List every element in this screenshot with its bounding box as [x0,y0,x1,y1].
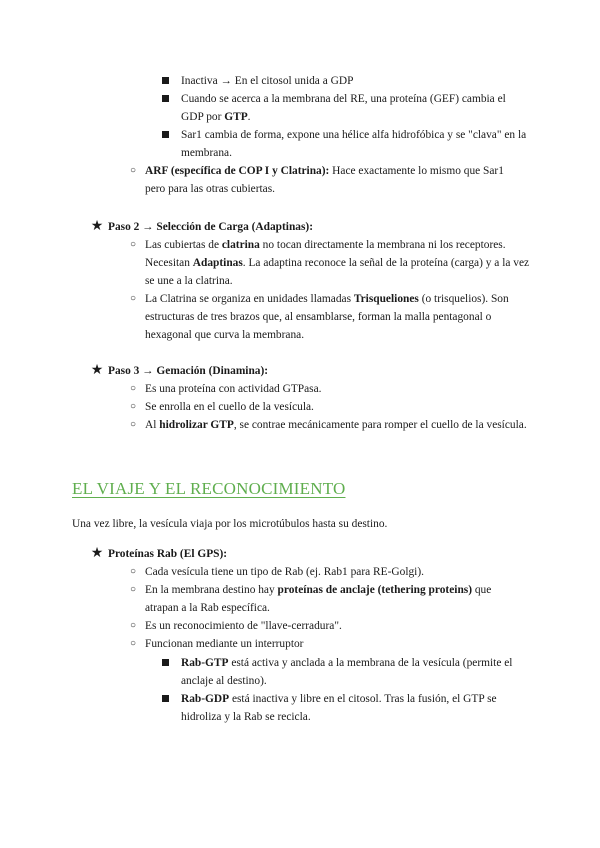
list-item: En la membrana destino hay proteínas de anclaje (tethering proteins) que [145,584,492,596]
list-item-continuation: hidroliza y la Rab se recicla. [181,711,311,723]
list-item: Al hidrolizar GTP, se contrae mecánicamente para romper el cuello de la vesícula. [145,419,527,431]
square-bullet-icon [162,654,170,672]
circle-bullet-icon: ○ [129,293,137,304]
circle-bullet-icon: ○ [129,638,137,649]
star-bullet-icon: ★ [90,363,104,378]
list-item: Funcionan mediante un interruptor [145,638,304,650]
list-item-continuation: Necesitan Adaptinas. La adaptina reconoce la señal de la proteína (carga) y a la vez [145,257,530,269]
square-bullet-icon [162,72,170,90]
list-item-continuation: membrana. [181,147,232,159]
list-item-continuation: GDP por GTP. [181,111,251,123]
list-item: Sar1 cambia de forma, expone una hélice alfa hidrofóbica y se "clava" en la [181,129,527,141]
paso3-title: Paso 3 → Gemación (Dinamina): [108,365,269,377]
star-bullet-icon: ★ [90,546,104,561]
list-item-continuation: atrapan a la Rab específica. [145,602,270,614]
circle-bullet-icon: ○ [129,383,137,394]
circle-bullet-icon: ○ [129,566,137,577]
list-item: La Clatrina se organiza en unidades llamadas Trisqueliones (o trisquelios). Son [145,293,509,305]
circle-bullet-icon: ○ [129,401,137,412]
list-item: Rab-GTP está activa y anclada a la membrana de la vesícula (permite el [181,657,513,669]
section-heading: EL VIAJE Y EL RECONOCIMIENTO [72,479,346,498]
circle-bullet-icon: ○ [129,419,137,430]
list-item: Es una proteína con actividad GTPasa. [145,383,322,395]
list-item-continuation: hexagonal que curva la membrana. [145,329,305,341]
list-item-continuation: pero para las otras cubiertas. [145,183,275,195]
square-bullet-icon [162,690,170,708]
list-item: Rab-GDP está inactiva y libre en el citosol. Tras la fusión, el GTP se [181,693,497,705]
list-item-continuation: estructuras de tres brazos que, al ensamblarse, forman la malla pentagonal o [145,311,492,323]
square-bullet-icon [162,90,170,108]
circle-bullet-icon: ○ [129,165,137,176]
circle-bullet-icon: ○ [129,239,137,250]
list-item-arf: ARF (específica de COP I y Clatrina): Hace exactamente lo mismo que Sar1 [145,165,504,177]
list-item: Inactiva → En el citosol unida a GDP [181,75,354,87]
list-item: Cada vesícula tiene un tipo de Rab (ej. Rab1 para RE-Golgi). [145,566,424,578]
list-item: Cuando se acerca a la membrana del RE, una proteína (GEF) cambia el [181,93,506,105]
list-item: Se enrolla en el cuello de la vesícula. [145,401,314,413]
list-item: Las cubiertas de clatrina no tocan directamente la membrana ni los receptores. [145,239,506,251]
star-bullet-icon: ★ [90,219,104,234]
rab-title: Proteínas Rab (El GPS): [108,548,228,560]
list-item-continuation: anclaje al destino). [181,675,267,687]
list-item-continuation: se une a la clatrina. [145,275,233,287]
section-intro: Una vez libre, la vesícula viaja por los microtúbulos hasta su destino. [72,518,388,530]
circle-bullet-icon: ○ [129,620,137,631]
square-bullet-icon [162,126,170,144]
circle-bullet-icon: ○ [129,584,137,595]
list-item: Es un reconocimiento de "llave-cerradura". [145,620,342,632]
paso2-title: Paso 2 → Selección de Carga (Adaptinas): [108,221,314,233]
